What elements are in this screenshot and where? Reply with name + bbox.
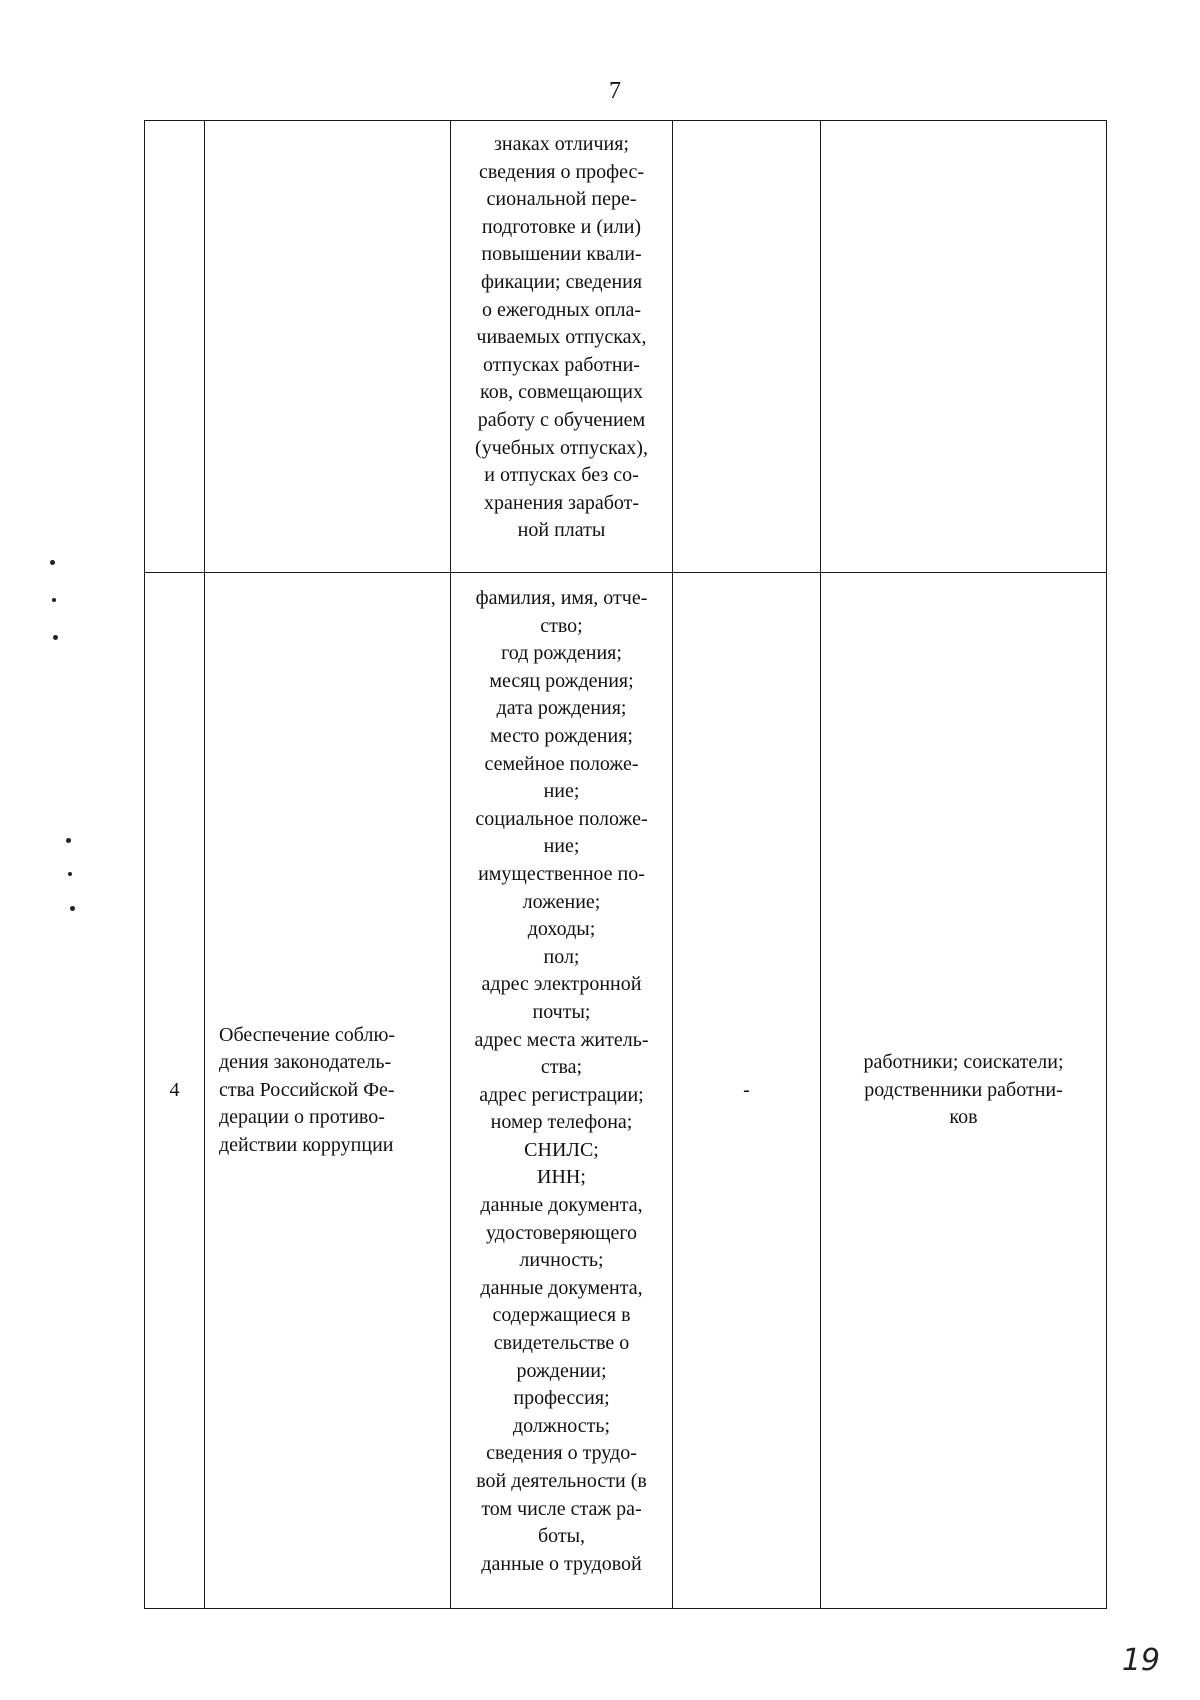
data-list-item: почты; <box>532 1000 591 1023</box>
data-list-item: рождении; <box>516 1359 607 1382</box>
data-list-item: отпусках работни- <box>483 353 640 376</box>
purpose-text-line: дения законодатель- <box>219 1051 392 1074</box>
table-row <box>145 121 1107 573</box>
scan-speck <box>53 635 58 640</box>
data-list-item: фамилия, имя, отче- <box>475 587 648 609</box>
subjects-text-line: работники; соискатели; <box>863 1051 1064 1074</box>
purpose-text-line: ства Российской Фе- <box>219 1078 395 1101</box>
data-list-item: год рождения; <box>501 642 622 665</box>
scan-speck <box>66 838 71 843</box>
data-list-item: повышении квали- <box>481 243 642 266</box>
data-list-item: семейное положе- <box>484 752 639 775</box>
data-list-item: сведения о трудо- <box>486 1442 637 1465</box>
data-list-item: о ежегодных опла- <box>482 298 641 321</box>
data-list-item: месяц рождения; <box>489 669 634 692</box>
data-list-item: ИНН; <box>537 1166 586 1189</box>
data-list-item: сиональной пере- <box>486 188 637 211</box>
subjects-text-line: родственники работни- <box>864 1078 1063 1101</box>
scan-speck <box>50 560 55 565</box>
data-list-item: работу с обучением <box>477 408 646 431</box>
data-list-item: место рождения; <box>490 724 633 747</box>
data-list-item: адрес электронной <box>481 973 642 996</box>
data-list-item: фикации; сведения <box>480 270 643 293</box>
data-list-item: подготовке и (или) <box>481 215 642 238</box>
data-list-item: данные документа, <box>480 1276 643 1299</box>
data-list-item: знаках отличия; <box>494 133 629 155</box>
data-list-item: дата рождения; <box>496 697 627 720</box>
scan-speck <box>52 598 56 602</box>
data-list-item: удостоверяющего <box>485 1221 638 1244</box>
data-list-item: том числе стаж ра- <box>481 1497 642 1520</box>
processing-purpose-cell <box>205 121 451 573</box>
data-list-item: вой деятельности (в <box>476 1470 647 1492</box>
table-row <box>145 573 1107 1609</box>
data-list-item: данные о трудовой <box>481 1552 642 1575</box>
data-list-item: ной платы <box>517 519 606 542</box>
data-list-item: содержащиеся в <box>492 1304 631 1327</box>
data-list-item: должность; <box>512 1414 611 1437</box>
subjects-text-line: ков <box>949 1106 978 1129</box>
data-list-item: личность; <box>519 1249 604 1272</box>
data-list-item: пол; <box>543 945 580 968</box>
data-list-item: ства; <box>540 1056 583 1079</box>
data-list-item: хранения заработ- <box>483 491 640 514</box>
data-list-item: данные документа, <box>480 1194 643 1217</box>
data-list-item: ние; <box>543 780 580 803</box>
data-list-item: номер телефона; <box>490 1111 633 1134</box>
data-list-item: (учебных отпусках), <box>475 436 648 459</box>
data-subjects-cell <box>821 573 1107 1609</box>
purpose-text-line: Обеспечение соблю- <box>219 1023 396 1046</box>
purpose-text-line: действии коррупции <box>219 1133 394 1156</box>
data-list-item: ство; <box>540 614 583 637</box>
personal-data-list-cell <box>451 573 673 1609</box>
data-list-item: адрес места житель- <box>474 1028 649 1051</box>
data-list-item: сведения о профес- <box>478 160 645 183</box>
purpose-text-line: дерации о противо- <box>219 1106 385 1129</box>
data-list-item: ложение; <box>522 890 601 913</box>
page-number: 7 <box>609 78 621 104</box>
data-list-item: профессия; <box>513 1387 610 1410</box>
special-categories-cell <box>673 121 821 573</box>
personal-data-table <box>144 120 1107 1609</box>
data-list-item: боты, <box>537 1525 586 1548</box>
data-list-item: чиваемых отпусках, <box>476 326 647 349</box>
data-list-item: социальное положе- <box>475 807 648 830</box>
data-list-item: ние; <box>543 835 580 858</box>
scan-speck <box>70 906 75 911</box>
processing-purpose-cell <box>205 573 451 1609</box>
personal-data-list-cell <box>451 121 673 573</box>
data-list-item: доходы; <box>527 918 596 941</box>
data-list-item: и отпусках без со- <box>484 464 639 487</box>
data-list-item: ков, совмещающих <box>480 381 643 404</box>
data-list-item: имущественное по- <box>478 862 645 885</box>
data-list-item: адрес регистрации; <box>479 1083 644 1106</box>
data-list-item: СНИЛС; <box>524 1138 599 1161</box>
handwritten-page-mark: 19 <box>1121 1643 1160 1678</box>
special-categories-cell: - <box>673 573 821 1609</box>
data-list-item: свидетельстве о <box>493 1332 630 1355</box>
row-number-cell: 4 <box>145 573 205 1609</box>
row-number-cell <box>145 121 205 573</box>
scan-speck <box>68 872 72 876</box>
data-subjects-cell <box>821 121 1107 573</box>
